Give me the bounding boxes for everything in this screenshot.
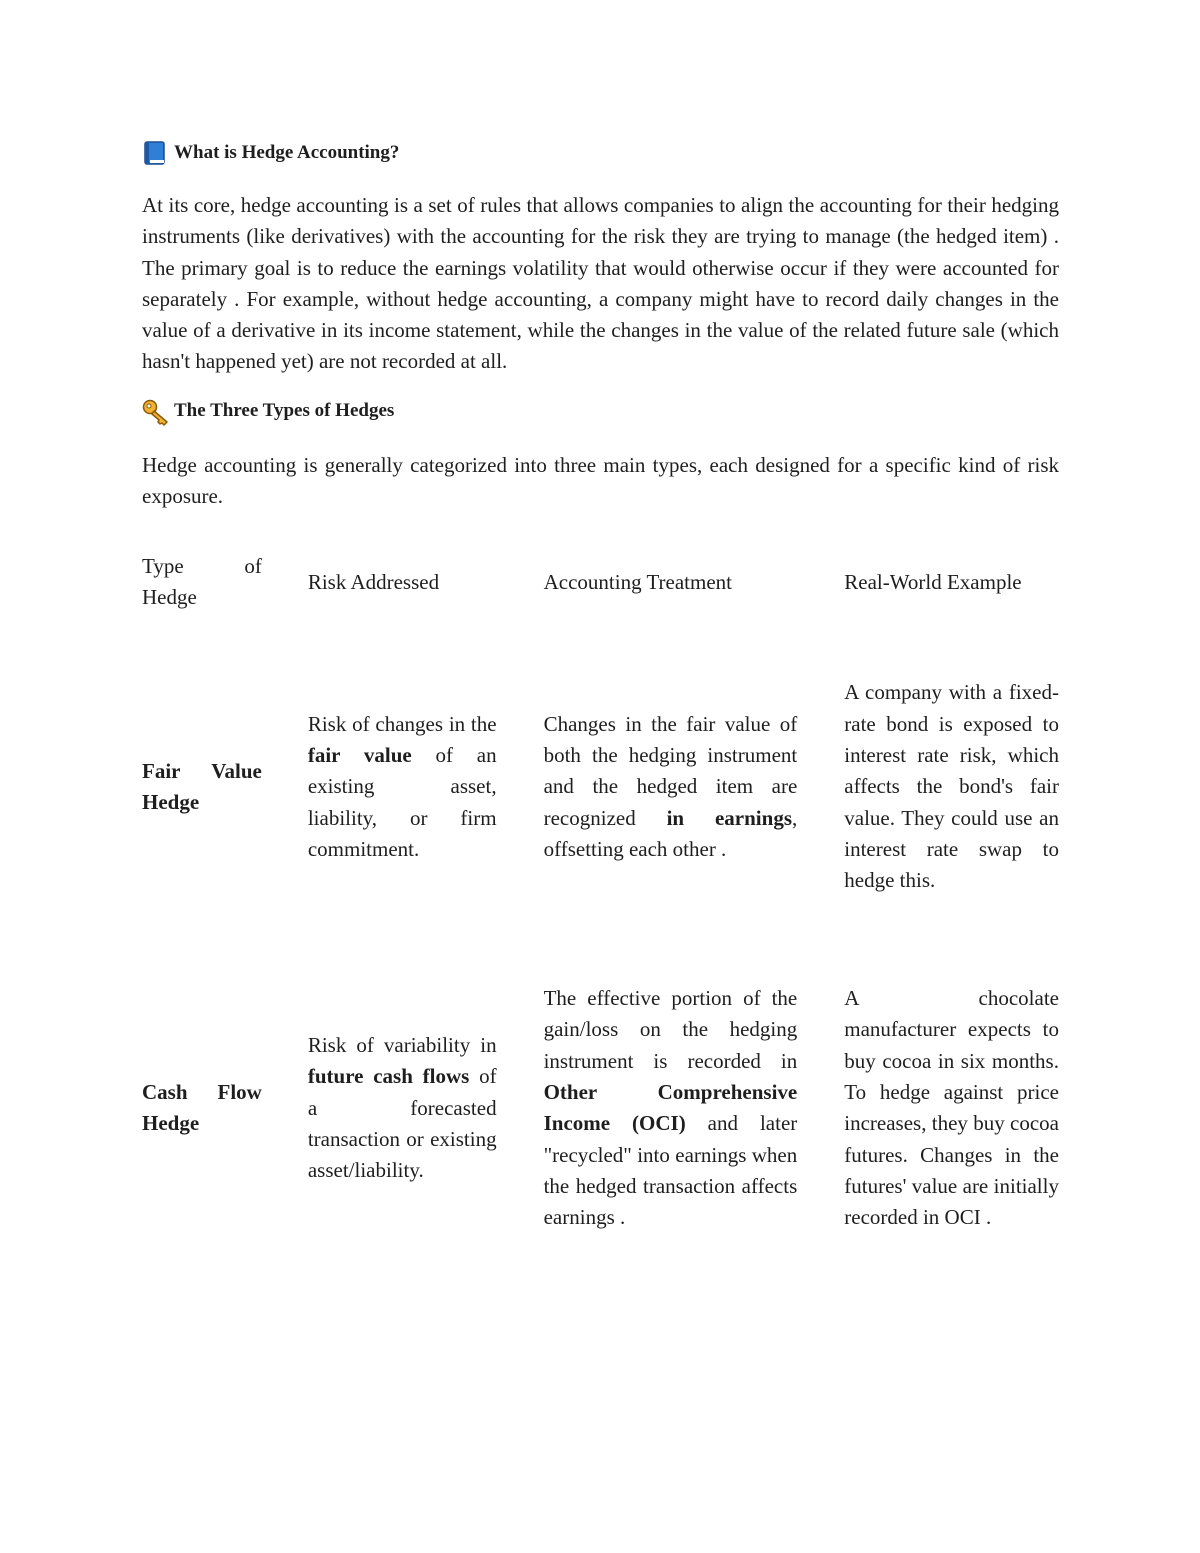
section-title: The Three Types of Hedges bbox=[174, 399, 395, 421]
document-page bbox=[142, 140, 1059, 1261]
hedge-type-cell: Cash Flow Hedge bbox=[142, 1080, 262, 1136]
risk-cell: Risk of changes in the fair value of an existing asset, liability, or firm commitment. bbox=[307, 711, 497, 861]
risk-cell: Risk of variability in future cash flows of a forecasted transaction or existing asset/liability. bbox=[307, 1033, 497, 1183]
section-heading-types-of-hedges bbox=[142, 398, 1059, 424]
header-type-of-hedge: Type of Hedge bbox=[142, 554, 262, 610]
header-real-world-example: Real-World Example bbox=[844, 569, 1022, 594]
treatment-cell: Changes in the fair value of both the hedging instrument and the hedged item are recognized in earnings, offsetting each other . bbox=[543, 711, 798, 861]
intro-paragraph: At its core, hedge accounting is a set of rules that allows companies to align the accounting for their hedging instruments (like derivatives) with the accounting for the risk they are trying to manage (the hedged item) . The primary goal is to reduce the earnings volatility that would otherwise occur if they were accounted for separately . For example, without hedge accounting, a company might have to record daily changes in the value of a derivative in its income statement, while the changes in the value of the related future sale (which hasn't happened yet) are not recorded at all. bbox=[142, 193, 1059, 374]
blue-book-icon bbox=[142, 140, 168, 166]
header-accounting-treatment: Accounting Treatment bbox=[543, 569, 732, 594]
hedge-type-cell: Fair Value Hedge bbox=[142, 758, 262, 814]
hedge-types-table bbox=[142, 550, 1059, 1261]
example-cell: A chocolate manufacturer expects to buy cocoa in six months. To hedge against price increases, they buy cocoa futures. Changes in the futures' value are initially recorded in OCI . bbox=[844, 986, 1059, 1230]
section-heading-hedge-accounting bbox=[142, 140, 1059, 166]
treatment-cell: The effective portion of the gain/loss on the hedging instrument is recorded in Other Comprehensive Income (OCI) and later "recycled" into earnings when the hedged transaction affects earnings . bbox=[543, 986, 798, 1230]
example-cell: A company with a fixed-rate bond is exposed to interest rate risk, which affects the bond's fair value. They could use an interest rate swap to hedge this. bbox=[844, 680, 1059, 893]
table-row bbox=[142, 665, 1059, 908]
section-title: What is Hedge Accounting? bbox=[174, 142, 400, 163]
header-risk-addressed: Risk Addressed bbox=[307, 569, 440, 594]
table-header-row bbox=[142, 550, 1059, 614]
table-row bbox=[142, 955, 1059, 1261]
types-intro-paragraph: Hedge accounting is generally categorized into three main types, each designed for a specific kind of risk exposure. bbox=[142, 452, 1059, 509]
key-icon bbox=[142, 398, 168, 424]
